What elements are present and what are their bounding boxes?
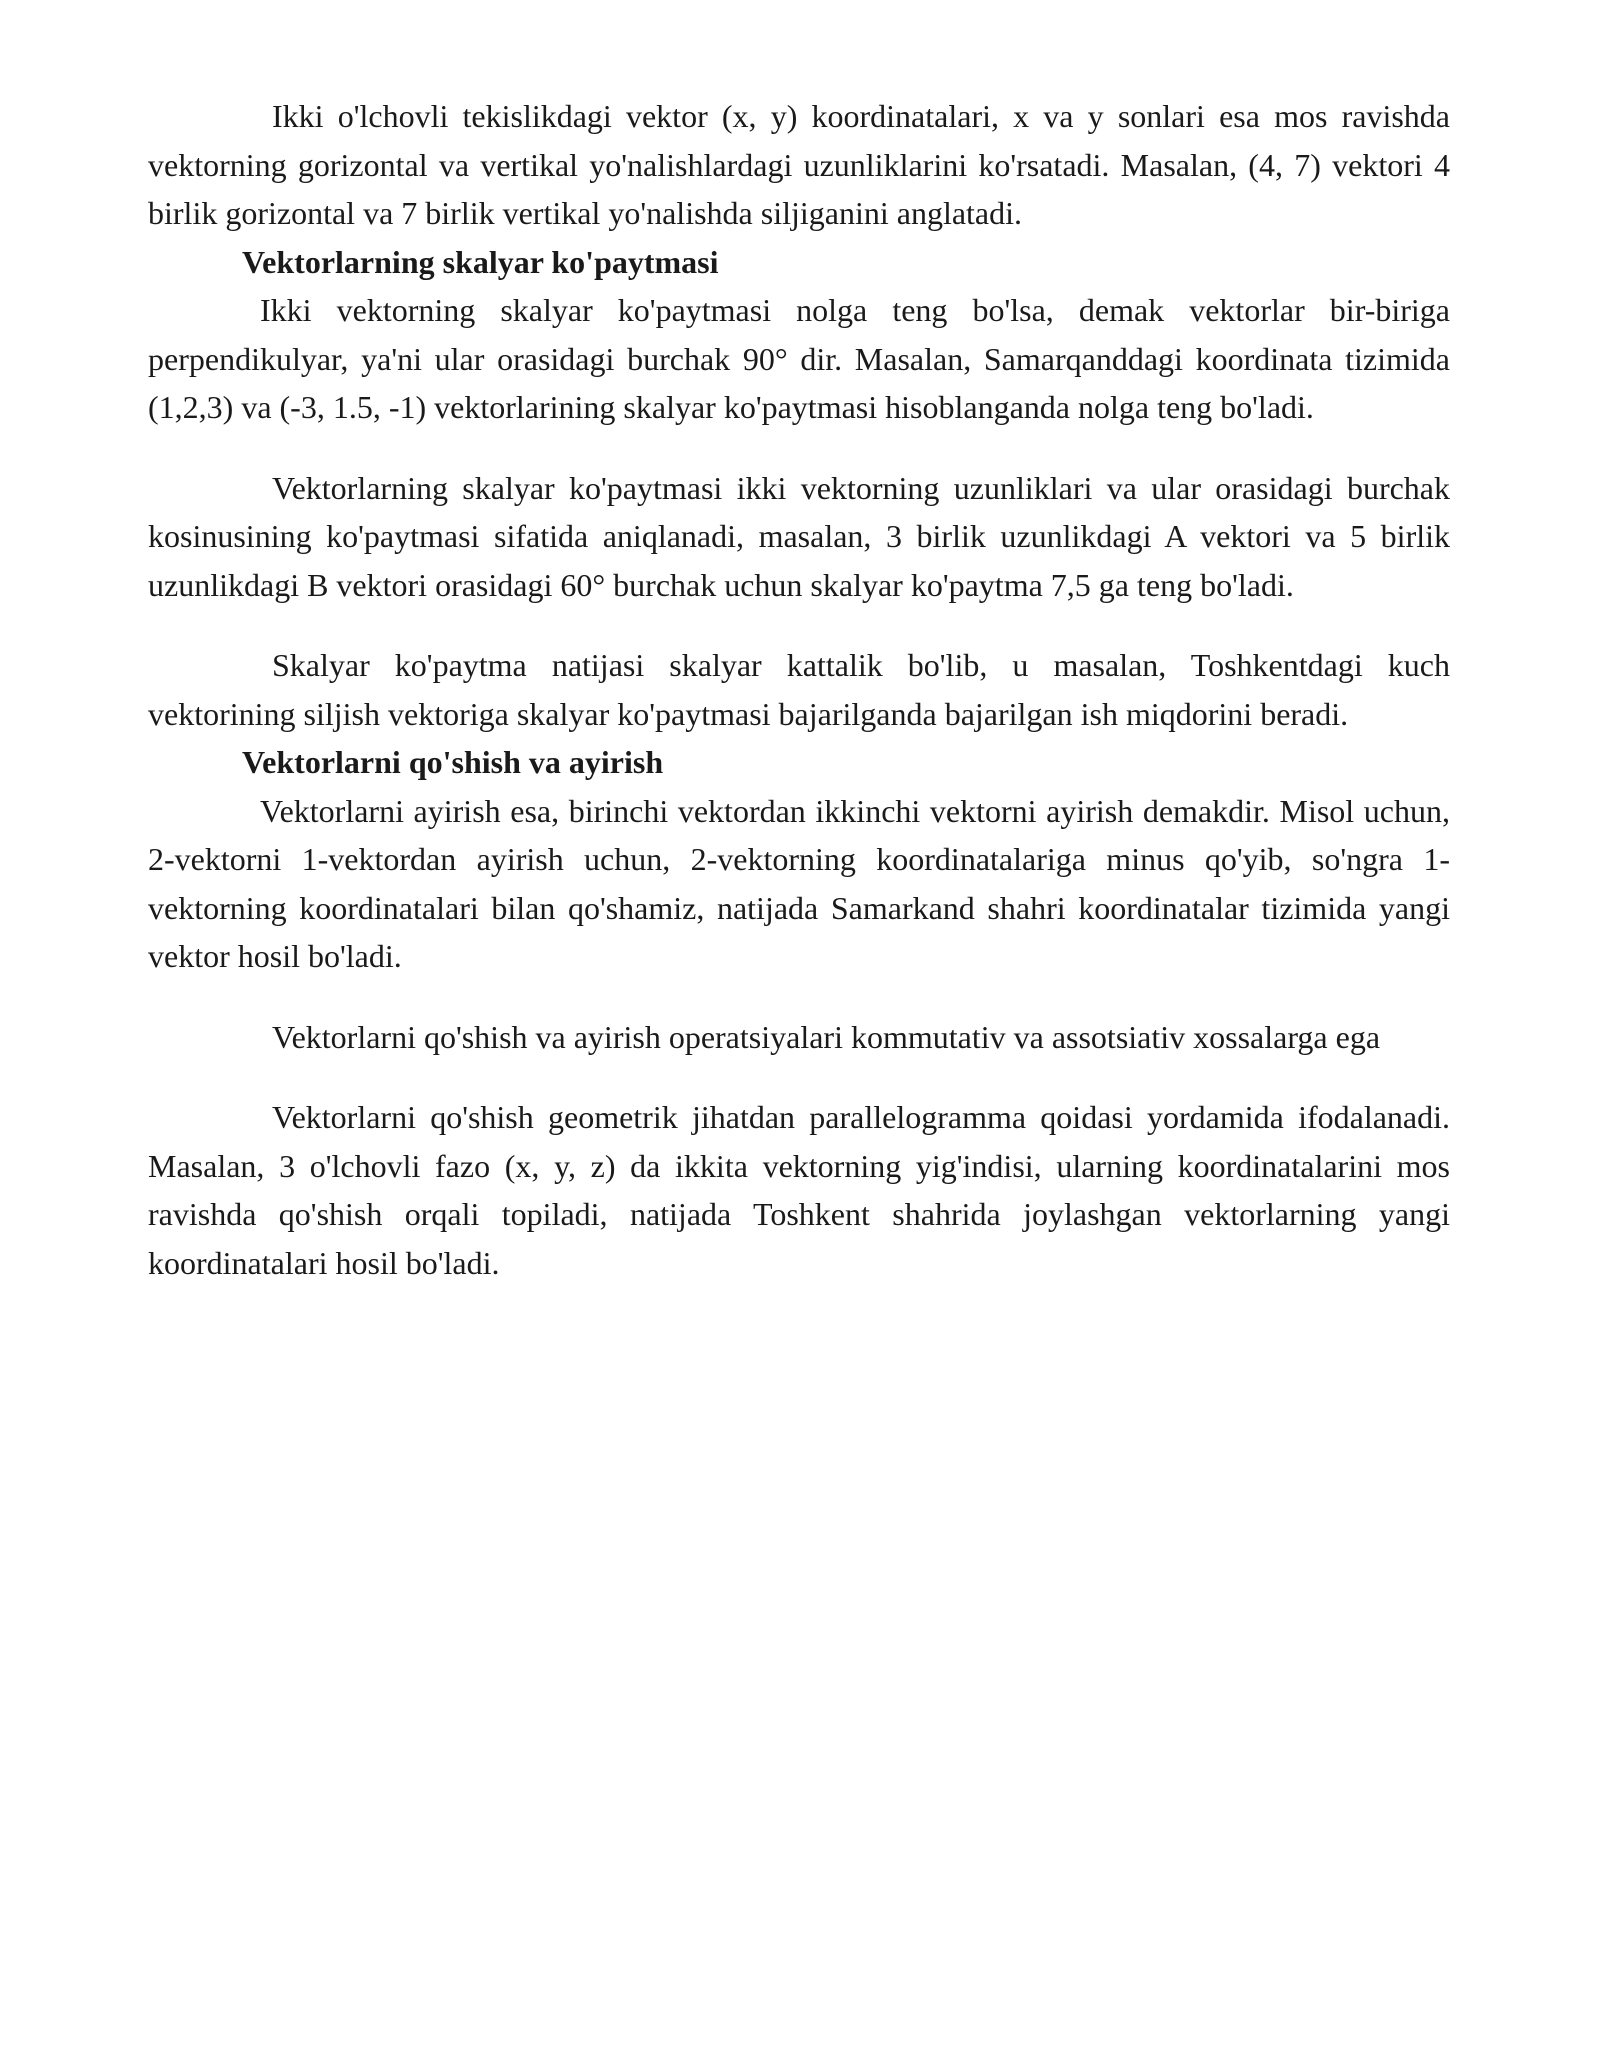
paragraph-vector-subtraction: Vektorlarni ayirish esa, birinchi vektordan ikkinchi vektorni ayirish demakdir. Misol uchun, 2-vektorni 1-vektordan ayirish uchun, 2-vektorning koordinatalariga minus qo'yib, so'ngra 1-vektorning koordinatalari bilan qo'shamiz, natijada Samarkand shahri koordinatalar tizimida yangi vektor hosil bo'ladi. <box>148 792 1450 974</box>
paragraph-scalar-product-work: Skalyar ko'paytma natijasi skalyar kattalik bo'lib, u masalan, Toshkentdagi kuch vektorining siljish vektoriga skalyar ko'paytmasi bajarilganda bajarilgan ish miqdorini beradi. <box>148 647 1450 732</box>
paragraph-scalar-product-definition: Vektorlarning skalyar ko'paytmasi ikki vektorning uzunliklari va ular orasidagi burchak kosinusining ko'paytmasi sifatida aniqlanadi, masalan, 3 birlik uzunlikdagi A vektori va 5 birlik uzunlikdagi B vektori orasidagi 60° burchak uchun skalyar ko'paytma 7,5 ga teng bo'ladi. <box>148 469 1450 603</box>
heading-vector-addition-subtraction: Vektorlarni qo'shish va ayirish <box>242 744 664 780</box>
paragraph-scalar-product-perpendicular: Ikki vektorning skalyar ko'paytmasi nolga teng bo'lsa, demak vektorlar bir-biriga perpendikulyar, ya'ni ular orasidagi burchak 90° dir. Masalan, Samarqanddagi koordinata tizimida (1,2,3) va (-3, 1.5, -1) vektorlarining skalyar ko'paytmasi hisoblanganda nolga teng bo'ladi. <box>148 292 1450 425</box>
paragraph-vector-coordinates: Ikki o'lchovli tekislikdagi vektor (x, y) koordinatalari, x va y sonlari esa mos ravishda vektorning gorizontal va vertikal yo'nalishlardagi uzunliklarini ko'rsatadi. Masalan, (4, 7) vektori 4 birlik gorizontal va 7 birlik vertikal yo'nalishda siljiganini anglatadi. <box>148 98 1450 231</box>
document-page <box>148 92 1450 1287</box>
paragraph-vector-addition-parallelogram: Vektorlarni qo'shish geometrik jihatdan parallelogramma qoidasi yordamida ifodalanadi. Masalan, 3 o'lchovli fazo (x, y, z) da ikkita vektorning yig'indisi, ularning koordinatalarini mos ravishda qo'shish orqali topiladi, natijada Toshkent shahrida joylashgan vektorlarning yangi koordinatalari hosil bo'ladi. <box>148 1099 1450 1281</box>
paragraph-vector-properties: Vektorlarni qo'shish va ayirish operatsiyalari kommutativ va assotsiativ xossalarga ega <box>272 1018 1381 1055</box>
heading-scalar-product: Vektorlarning skalyar ko'paytmasi <box>242 243 719 280</box>
